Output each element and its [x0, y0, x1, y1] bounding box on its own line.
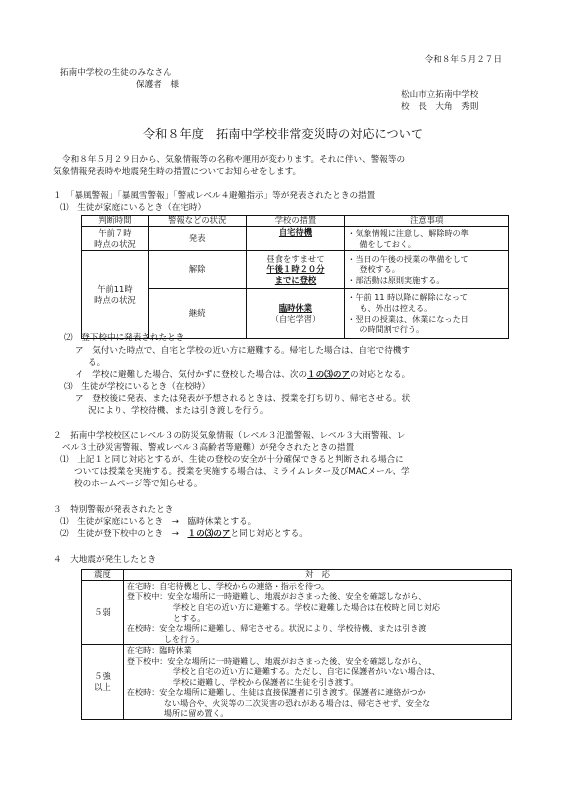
response-5-upper: 在宅時：臨時休業 登下校中：安全な場所に一時避難し、地震がおさまった後、安全を確認しながら、 学校と自宅の近い方に避難する。ただし、自宅に保護者がいない場合は、 学校に避難し、学校から保護者に生徒を引き渡す。 在校時：安全な場所に避難し、生徒は直接保護者に引き渡す。保護者に連絡がつか ない場合や、火災等の二次災害の恐れがある場合は、帰宅させず、安全な 場所に留め置く。: [123, 645, 511, 720]
document-title: 令和８年度 拓南中学校非常変災時の対応について: [142, 127, 424, 141]
section-2-para-3: 校のホームページ等で知らせる。: [74, 479, 203, 489]
section-1-heading: １ 「暴風警報」「暴風雪警報」「警戒レベル４避難指示」等が発表されたときの措置: [53, 191, 376, 201]
col-header-intensity: 震度: [82, 570, 124, 581]
row-notes-2: ・当日の午後の授業の準備をして 登校する。 ・部活動は原則実施する。: [345, 251, 509, 289]
section-1-sub-2-a: ア 気付いた時点で、自宅と学校の近い方に避難する。帰宅した場合は、自宅で待機す: [75, 346, 410, 356]
recipient-line-1: 拓南中学校の生徒のみなさん: [60, 68, 172, 78]
section-1-sub-3-a: ア 登校後に発表、または発表が予想されるときは、授業を打ち切り、帰宅させる。状: [75, 394, 411, 404]
section-3-line-2: ⑵ 生徒が登下校中のとき → １の⑶のアと同じ対応とする。: [60, 529, 308, 539]
section-2-heading-cont: ベル３土砂災害警報、警戒レベル３高齢者等避難）が発令されたときの措置: [62, 443, 355, 453]
row-action-home-standby: 自宅待機: [246, 227, 345, 251]
response-5-lower: 在宅時：自宅待機とし、学校からの連絡・指示を待つ。 登下校中：安全な場所に一時避難し、地震がおさまった後、安全を確認しながら、 学校と自宅の近い方に避難する。学校に避難した場合は在校時と同じ対応 とする。 在校時：安全な場所に避難し、帰宅させる。状況により、学校待機、または引き渡 しを行う。: [123, 580, 511, 644]
row-status-continued: 継続: [148, 289, 246, 339]
row-action-afternoon: 昼食をすませて 午後１時２０分 までに登校: [246, 251, 345, 289]
section-2-heading: ２ 拓南中学校校区にレベル３の防災気象情報（レベル３氾濫警報、レベル３大雨警報、レ: [53, 431, 406, 441]
section-1-table: [81, 215, 509, 339]
section-1-sub-2-a-cont: る。: [88, 358, 106, 368]
col-header-action: 学校の措置: [246, 216, 345, 227]
intro-line-2: 気象情報発表時や地震発生時の措置についてお知らせをします。: [53, 167, 302, 177]
row-action-closure: 臨時休業 （自宅学習）: [246, 289, 345, 339]
sender-principal: 校 長 大角 秀則: [401, 102, 479, 112]
sender-school: 松山市立拓南中学校: [401, 90, 479, 100]
section-1-sub-2: ⑵ 登下校中に発表されたとき: [64, 333, 185, 343]
recipient-line-2: 保護者 様: [136, 80, 179, 90]
row-status-lifted: 解除: [148, 251, 246, 289]
col-header-response: 対 応: [123, 570, 511, 581]
table-row: [82, 251, 509, 289]
intensity-5-lower: ５弱: [82, 580, 124, 644]
section-2-para-1: ⑴ 上記１と同じ対応とするが、生徒の登校の安全が十分確保できると判断される場合に: [60, 455, 404, 465]
section-2-para-2: ついては授業を実施する。授業を実施する場合は、ミライムレター及びMACメール、学: [74, 467, 410, 477]
section-3-line-1: ⑴ 生徒が家庭にいるとき → 臨時休業とする。: [60, 517, 257, 527]
table-row: [82, 227, 509, 251]
section-4-heading: ４ 大地震が発生したとき: [53, 555, 157, 565]
row-status-issued: 発表: [148, 227, 246, 251]
row-time-7am: 午前７時 時点の状況: [82, 227, 149, 251]
table-row: [82, 645, 512, 720]
intro-line-1: 令和８年５月２９日から、気象情報等の名称や運用が変わります。それに伴い、警報等の: [62, 155, 406, 165]
reference-link: １の⑶のア: [307, 370, 351, 380]
reference-link: １の⑶のア: [187, 529, 231, 539]
document-date: 令和８年５月２７日: [424, 55, 502, 65]
col-header-status: 警報などの状況: [148, 216, 246, 227]
row-notes-1: ・気象情報に注意し、解除時の準 備をしておく。: [345, 227, 509, 251]
row-notes-3: ・午前 11 時以降に解除になって も、外出は控える。 ・翌日の授業は、休業になった日 の時間割で行う。: [345, 289, 509, 339]
row-time-11am: 午前11時 時点の状況: [82, 251, 149, 339]
intensity-5-upper: ５強 以上: [82, 645, 124, 720]
section-1-sub-2-b: イ 学校に避難した場合、気付かずに登校した場合は、次の１の⑶のアの対応となる。: [75, 370, 411, 380]
col-header-time: 判断時間: [82, 216, 149, 227]
table-row: [82, 580, 512, 644]
section-3-heading: ３ 特別警報が発表されたとき: [53, 505, 174, 515]
section-1-sub-1: ⑴ 生徒が家庭にいるとき（在宅時）: [60, 203, 207, 213]
section-1-sub-3: ⑶ 生徒が学校にいるとき（在校時）: [64, 382, 211, 392]
section-1-sub-3-a-cont: 況により、学校待機、または引き渡しを行う。: [88, 406, 269, 416]
section-4-table: [81, 569, 512, 720]
col-header-notes: 注意事項: [345, 216, 509, 227]
